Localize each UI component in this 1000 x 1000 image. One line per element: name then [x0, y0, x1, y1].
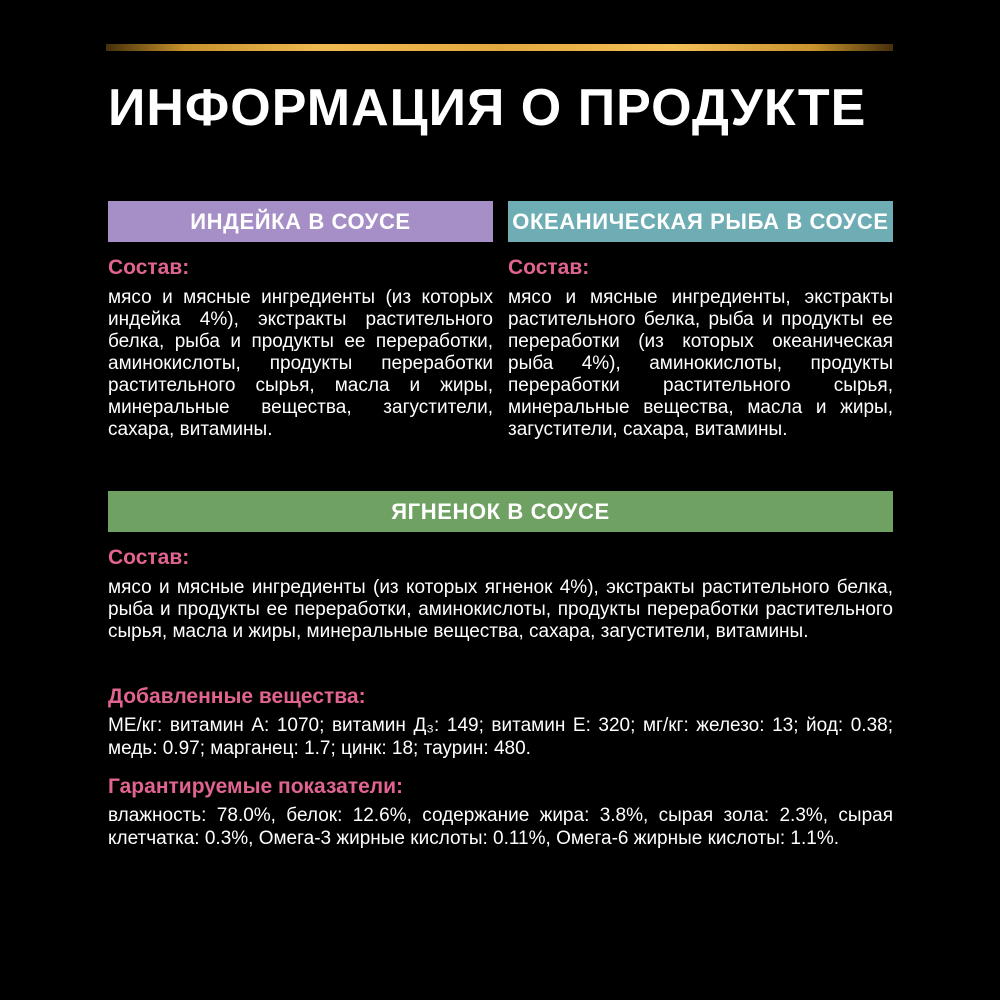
composition-label: Состав: [508, 256, 590, 279]
composition-text: мясо и мясные ингредиенты, экстракты растительного белка, рыба и продукты ее переработки (из которых океаническая рыба 4%), аминокислоты, продукты переработки растительного сырья, минеральные вещества, масла и жиры, загустители, сахара, витамины. [508, 287, 893, 440]
composition-label: Состав: [108, 256, 190, 279]
composition-label: Состав: [108, 546, 190, 569]
product-columns [108, 201, 893, 441]
product-lamb-header: ЯГНЕНОК В СОУСЕ [108, 491, 893, 532]
guaranteed-label: Гарантируемые показатели: [108, 775, 404, 798]
composition-text: мясо и мясные ингредиенты (из которых ягненок 4%), экстракты растительного белка, рыба и продукты ее переработки, аминокислоты, продукты переработки растительного сырья, масла и жиры, минеральные вещества, сахара, загустители, витамины. [108, 577, 893, 642]
product-turkey [108, 201, 493, 441]
page-title: ИНФОРМАЦИЯ О ПРОДУКТЕ [108, 79, 867, 137]
additives-label: Добавленные вещества: [108, 685, 366, 708]
gold-divider [106, 44, 893, 51]
product-lamb [108, 491, 893, 643]
additives-section [108, 685, 893, 760]
composition-text: мясо и мясные ингредиенты (из которых индейка 4%), экстракты растительного белка, рыба и продукты ее переработки, аминокислоты, продукты переработки растительного сырья, масла и жиры, минеральные вещества, загустители, сахара, витамины. [108, 287, 493, 440]
additives-text: МЕ/кг: витамин А: 1070; витамин Д₃: 149; витамин Е: 320; мг/кг: железо: 13; йод: 0.38; медь: 0.97; марганец: 1.7; цинк: 18; таурин: 480. [108, 715, 893, 759]
product-fish-header: ОКЕАНИЧЕСКАЯ РЫБА В СОУСЕ [508, 201, 893, 242]
guaranteed-section [108, 775, 893, 850]
product-fish [508, 201, 893, 441]
product-turkey-header: ИНДЕЙКА В СОУСЕ [108, 201, 493, 242]
guaranteed-text: влажность: 78.0%, белок: 12.6%, содержание жира: 3.8%, сырая зола: 2.3%, сырая клетчатка: 0.3%, Омега-3 жирные кислоты: 0.11%, Омега-6 жирные кислоты: 1.1%. [108, 805, 893, 849]
